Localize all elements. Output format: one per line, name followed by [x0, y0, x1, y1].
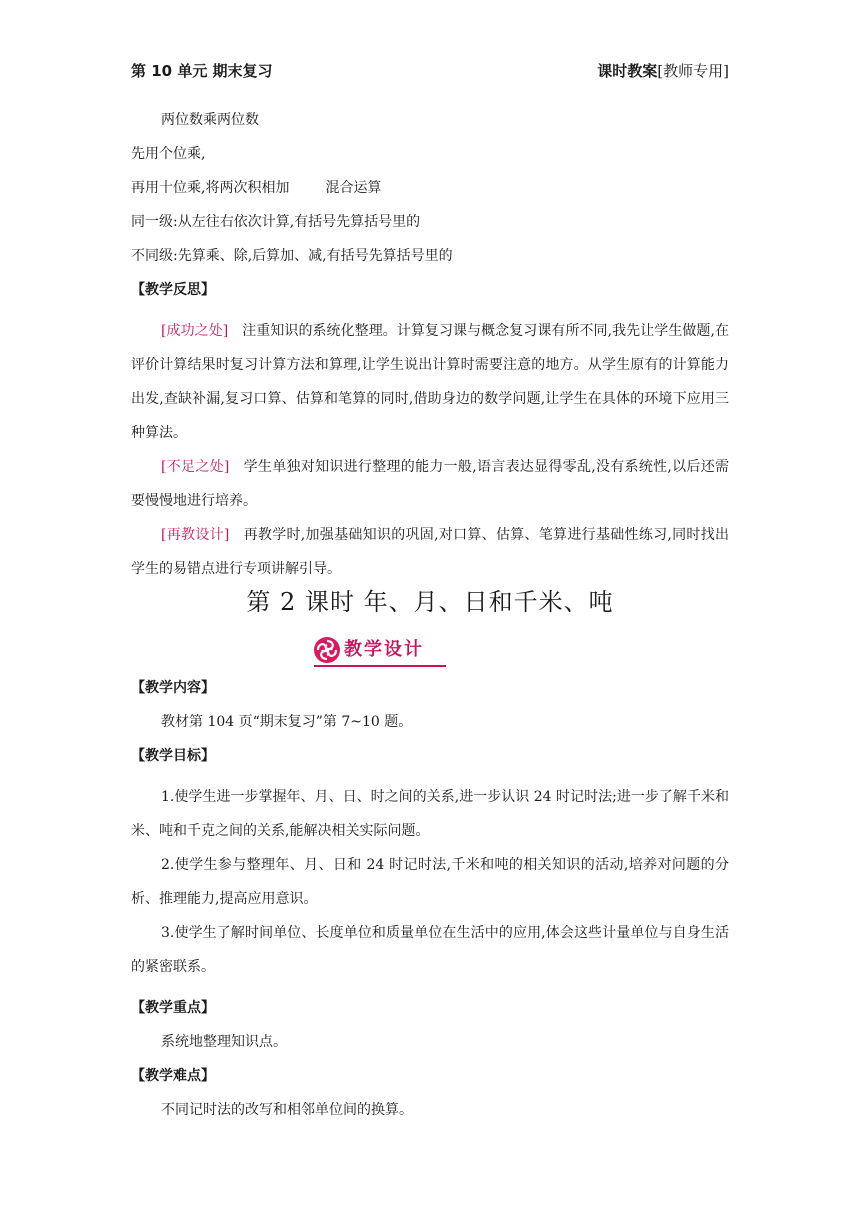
doc-audience: [教师专用] [657, 62, 729, 80]
redesign-text: 再教学时,加强基础知识的巩固,对口算、估算、笔算进行基础性练习,同时找出学生的易错点进行专项讲解引导。 [131, 527, 729, 577]
review-line: 同一级:从左往右依次计算,有括号先算括号里的 [131, 214, 421, 230]
review-line [131, 178, 729, 198]
banner-label: 教学设计 [344, 639, 424, 660]
reflection-shortfall [131, 450, 729, 518]
reflection-success [131, 314, 729, 450]
success-tag: [成功之处] [161, 323, 229, 339]
review-line: 先用个位乘, [131, 146, 206, 162]
teaching-design-banner [314, 637, 446, 663]
goal-item: 3.使学生了解时间单位、长度单位和质量单位在生活中的应用,体会这些计量单位与自身生活的紧密联系。 [131, 925, 729, 975]
swirl-logo-icon [314, 637, 340, 663]
goal-item: 2.使学生参与整理年、月、日和 24 时记时法,千米和吨的相关知识的活动,培养对问题的分析、推理能力,提高应用意识。 [131, 857, 729, 907]
review-section [131, 110, 729, 586]
review-line-part: 再用十位乘,将两次积相加 [131, 180, 290, 196]
shortfall-text: 学生单独对知识进行整理的能力一般,语言表达显得零乱,没有系统性,以后还需要慢慢地进行培养。 [131, 459, 729, 509]
unit-title: 第 10 单元 期末复习 [131, 62, 273, 80]
goal-item: 1.使学生进一步掌握年、月、日、时之间的关系,进一步认识 24 时记时法;进一步了解千米和米、吨和千克之间的关系,能解决相关实际问题。 [131, 789, 729, 839]
shortfall-tag: [不足之处] [161, 459, 230, 475]
reflection-heading: 【教学反思】 [131, 282, 215, 298]
key-text: 系统地整理知识点。 [161, 1034, 287, 1050]
goals-heading: 【教学目标】 [131, 748, 215, 764]
key-heading: 【教学重点】 [131, 1000, 215, 1016]
reflection-redesign [131, 518, 729, 586]
doc-type [597, 60, 729, 81]
lesson-title: 第 2 课时 年、月、日和千米、吨 [246, 588, 614, 616]
review-line: 两位数乘两位数 [161, 112, 259, 128]
difficulty-heading: 【教学难点】 [131, 1068, 215, 1084]
content-text: 教材第 104 页“期末复习”第 7~10 题。 [161, 714, 413, 730]
review-line-part: 混合运算 [325, 180, 382, 196]
review-line: 不同级:先算乘、除,后算加、减,有括号先算括号里的 [131, 248, 453, 264]
success-text: 注重知识的系统化整理。计算复习课与概念复习课有所不同,我先让学生做题,在评价计算结果时复习计算方法和算理,让学生说出计算时需要注意的地方。从学生原有的计算能力出发,查缺补漏,复习口算、估算和笔算的同时,借助身边的数学问题,让学生在具体的环境下应用三种算法。 [131, 323, 729, 441]
redesign-tag: [再教设计] [161, 527, 230, 543]
difficulty-text: 不同记时法的改写和相邻单位间的换算。 [161, 1102, 413, 1118]
banner-underline [314, 665, 446, 667]
lesson-plan [131, 678, 729, 1134]
doc-type-label: 课时教案 [597, 62, 658, 80]
content-heading: 【教学内容】 [131, 680, 215, 696]
